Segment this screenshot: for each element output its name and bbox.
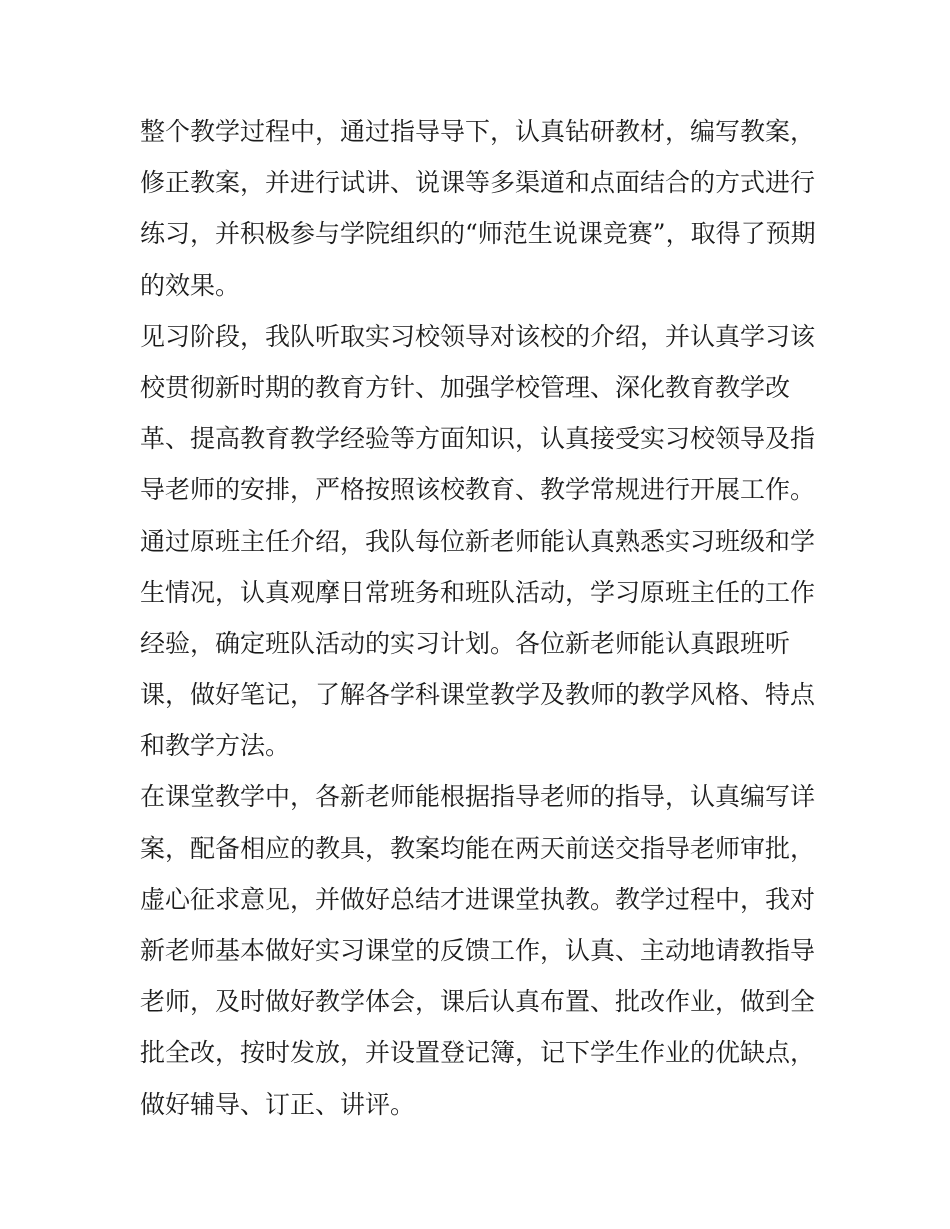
text-line: 校贯彻新时期的教育方针、加强学校管理、深化教育教学改	[140, 372, 791, 402]
text-line: 见习阶段，我队听取实习校领导对该校的介绍，并认真学习该	[140, 321, 816, 351]
text-line: 整个教学过程中，通过指导导下，认真钻研教材，编写教案，	[140, 117, 816, 146]
text-line: 案，配备相应的教具，教案均能在两天前送交指导老师审批，	[140, 833, 816, 863]
text-line: 生情况，认真观摩日常班务和班队活动，学习原班主任的工作	[140, 577, 816, 607]
text-line: 的效果。	[140, 270, 241, 300]
document-body	[140, 106, 820, 1130]
text-line: 修正教案，并进行试讲、说课等多渠道和点面结合的方式进行	[140, 168, 816, 198]
text-line: 革、提高教育教学经验等方面知识，认真接受实习校领导及指	[140, 424, 816, 454]
text-line: 在课堂教学中，各新老师能根据指导老师的指导，认真编写详	[140, 782, 816, 812]
text-line: 虚心征求意见，并做好总结才进课堂执教。教学过程中，我对	[140, 884, 816, 914]
text-line: 和教学方法。	[140, 731, 291, 761]
text-line: 经验，确定班队活动的实习计划。各位新老师能认真跟班听	[140, 628, 791, 658]
text-line: 新老师基本做好实习课堂的反馈工作，认真、主动地请教指导	[140, 936, 816, 965]
text-line: 导老师的安排，严格按照该校教育、教学常规进行开展工作。	[140, 475, 816, 505]
text-line: 课，做好笔记，了解各学科课堂教学及教师的教学风格、特点	[140, 680, 816, 710]
text-line: 通过原班主任介绍，我队每位新老师能认真熟悉实习班级和学	[140, 526, 816, 556]
text-line: 批全改，按时发放，并设置登记簿，记下学生作业的优缺点，	[140, 1038, 816, 1068]
text-line: 老师，及时做好教学体会，课后认真布置、批改作业，做到全	[140, 987, 816, 1017]
text-line: 做好辅导、订正、讲评。	[140, 1089, 416, 1119]
text-line: 练习，并积极参与学院组织的“师范生说课竞赛”，取得了预期	[140, 219, 816, 249]
